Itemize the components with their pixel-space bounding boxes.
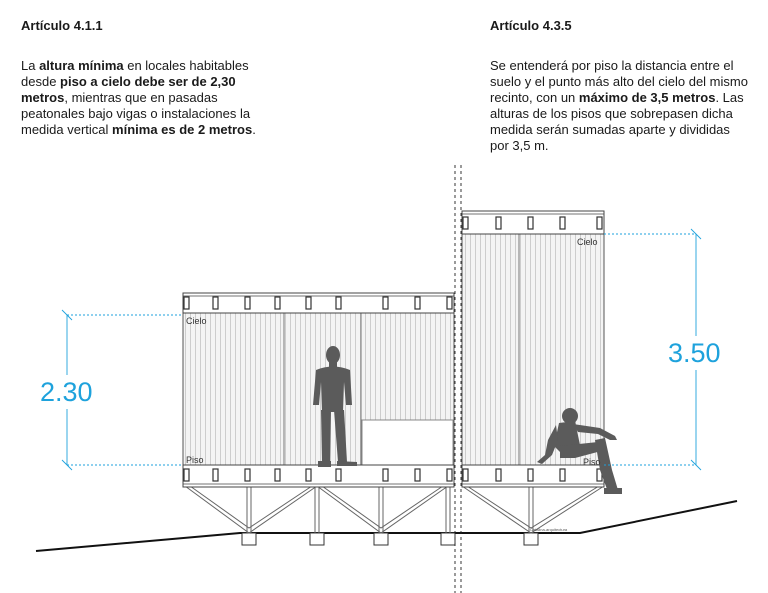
right-ceiling-label: Cielo (577, 237, 598, 247)
section-cut-lines (455, 165, 461, 593)
bold-segment: piso a cielo debe ser de 2,30 metros (21, 74, 236, 105)
stilts (185, 486, 604, 533)
text-segment: Se entenderá por piso la distancia entre el suelo y el punto más alto del cielo del mismo recinto, con un (490, 58, 748, 105)
text-segment: . Las alturas de los pisos que sobrepasen dicha medida serán sumadas aparte y divididas por 3,5 m. (490, 90, 744, 153)
text-segment: , mientras que en pasadas peatonales bajo vigas o instalaciones la medida vertical (21, 90, 251, 137)
article-4-3-5-title: Artículo 4.3.5 (490, 18, 572, 33)
right-floor-label: Piso (583, 457, 601, 467)
left-ceiling-label: Cielo (186, 316, 207, 326)
footings (242, 533, 538, 545)
left-floor-label: Piso (186, 455, 204, 465)
drawing-credit: Catalina-arquitectura (530, 527, 568, 532)
right-dimension-label: 3.50 (668, 338, 721, 368)
bold-segment: mínima es de 2 metros (112, 122, 253, 137)
text-segment: en locales habitables desde (21, 58, 249, 89)
left-dimension-label: 2.30 (40, 377, 93, 407)
window-opening (362, 420, 453, 465)
bold-segment: altura mínima (39, 58, 124, 73)
text-segment: La (21, 58, 40, 73)
text-segment: . (252, 122, 256, 137)
bold-segment: máximo de 3,5 metros (578, 90, 716, 105)
article-4-1-1-title: Artículo 4.1.1 (21, 18, 103, 33)
